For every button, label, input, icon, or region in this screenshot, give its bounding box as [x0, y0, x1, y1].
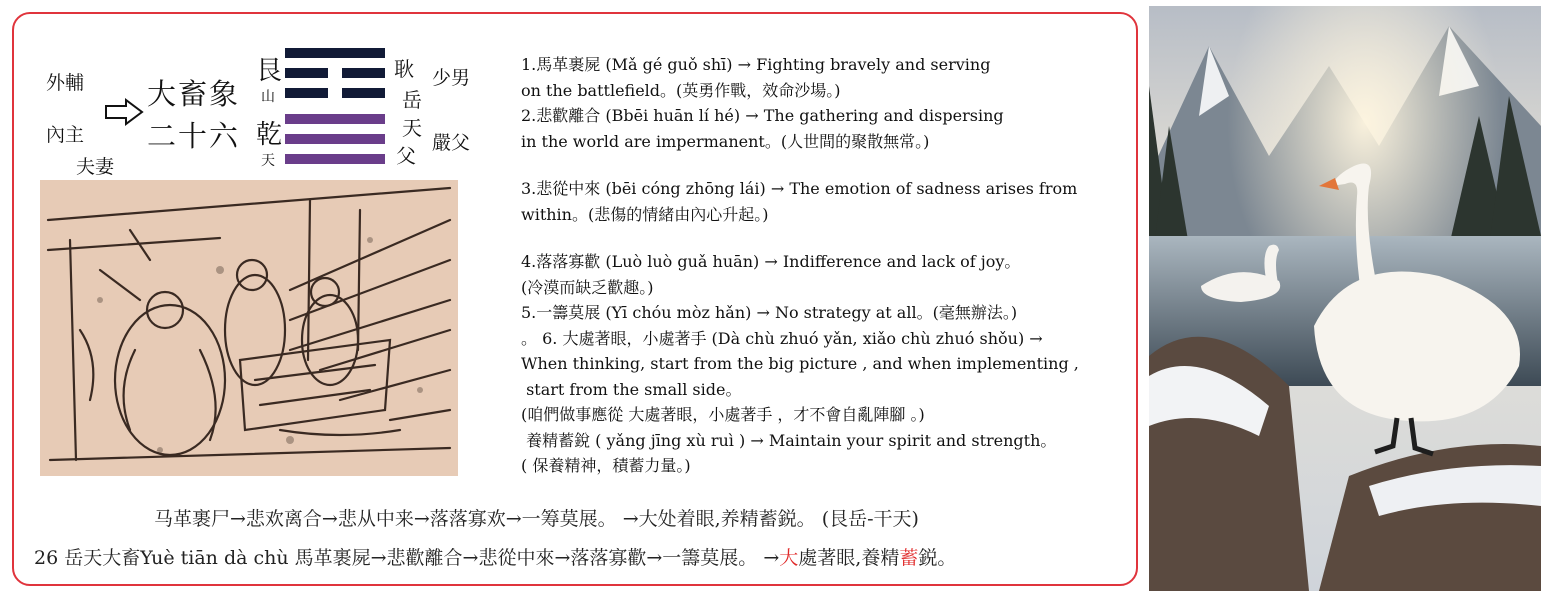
woodcut-illustration: [40, 180, 458, 476]
summary-end: 鋭。: [918, 547, 957, 569]
line-3-yang: [285, 114, 385, 124]
idiom-6-line-4: (咱們做事應從 大處著眼，小處著手 ，才不會自亂陣腳 。): [521, 405, 925, 424]
outer-label: 外輔: [46, 72, 85, 94]
idiom-list: [521, 52, 1121, 479]
idiom-4-line-1: 4.落落寡歡 (Luò luò guǎ huān) → Indifference and lack of joy。: [521, 252, 1021, 271]
idiom-6-line-3: start from the small side。: [521, 379, 742, 399]
inner-label: 內主: [46, 124, 85, 146]
summary-prefix: 26 岳天大畜Yuè tiān dà chù 馬革裹屍→悲歡離合→悲從中來→落落寡歡→一籌莫展。 →: [34, 547, 780, 569]
idiom-7-line-1: 養精蓄銳 ( yǎng jīng xù ruì ) → Maintain your spirit and strength。: [521, 430, 1057, 450]
role-lower: 嚴父: [432, 132, 471, 154]
line-5-yin-right: [342, 68, 385, 78]
idiom-4-line-2: (冷漠而缺乏歡趣。): [521, 277, 654, 297]
hexagram-number: 二十六: [147, 119, 241, 153]
idiom-2-line-2: in the world are impermanent。(人世間的聚散無常。): [521, 131, 930, 151]
idiom-5-line-1: 5.一籌莫展 (Yī chóu mòz hǎn) → No strategy at all。(毫無辦法。): [521, 303, 1018, 322]
hexagram-title: 大畜象: [147, 77, 241, 111]
idiom-1-line-2: on the battlefield。(英勇作戰，效命沙場。): [521, 80, 841, 100]
swan-photo: [1149, 6, 1541, 591]
arrow-right-icon: [104, 98, 144, 126]
right-char-2: 岳: [402, 88, 422, 112]
lower-trigram-sub: 天: [261, 153, 275, 169]
right-char-4: 父: [396, 144, 416, 168]
idiom-3-line-1: 3.悲從中來 (bēi cóng zhōng lái) → The emotion of sadness arises from: [521, 179, 1078, 198]
lower-trigram: 乾: [256, 120, 283, 150]
line-5-yin-left: [285, 68, 328, 78]
role-upper: 少男: [432, 67, 471, 89]
upper-trigram-sub: 山: [261, 89, 275, 105]
idiom-6-line-2: When thinking, start from the big picture , and when implementing ,: [521, 354, 1079, 373]
line-6-yang: [285, 48, 385, 58]
summary-simplified: 马革裹尸→悲欢离合→悲从中来→落落寡欢→一筹莫展。 →大处着眼,养精蓄鋭。 (艮岳-干天): [154, 508, 919, 530]
summary-highlight-1: 大: [779, 547, 799, 569]
upper-trigram: 艮: [256, 56, 283, 86]
line-4-yin-right: [342, 88, 385, 98]
idiom-6-line-1: 。 6. 大處著眼，小處著手 (Dà chù zhuó yǎn, xiǎo chù zhuó shǒu) →: [521, 328, 1043, 348]
summary-mid: 處著眼,養精: [798, 547, 900, 569]
line-2-yang: [285, 134, 385, 144]
idiom-2-line-1: 2.悲歡離合 (Bbēi huān lí hé) → The gathering and dispersing: [521, 106, 1004, 125]
right-char-1: 耿: [394, 57, 414, 81]
right-char-3: 天: [402, 116, 422, 140]
line-4-yin-left: [285, 88, 328, 98]
line-1-yang: [285, 154, 385, 164]
summary-highlight-2: 蓄: [899, 547, 919, 569]
couple-label: 夫妻: [76, 156, 115, 178]
idiom-3-line-2: within。(悲傷的情緒由內心升起。): [521, 204, 769, 224]
idiom-1-line-1: 1.馬革裹屍 (Mǎ gé guǒ shī) → Fighting bravely and serving: [521, 55, 991, 74]
idiom-7-line-2: ( 保養精神，積蓄力量。): [521, 456, 691, 475]
summary-traditional: [34, 543, 956, 570]
